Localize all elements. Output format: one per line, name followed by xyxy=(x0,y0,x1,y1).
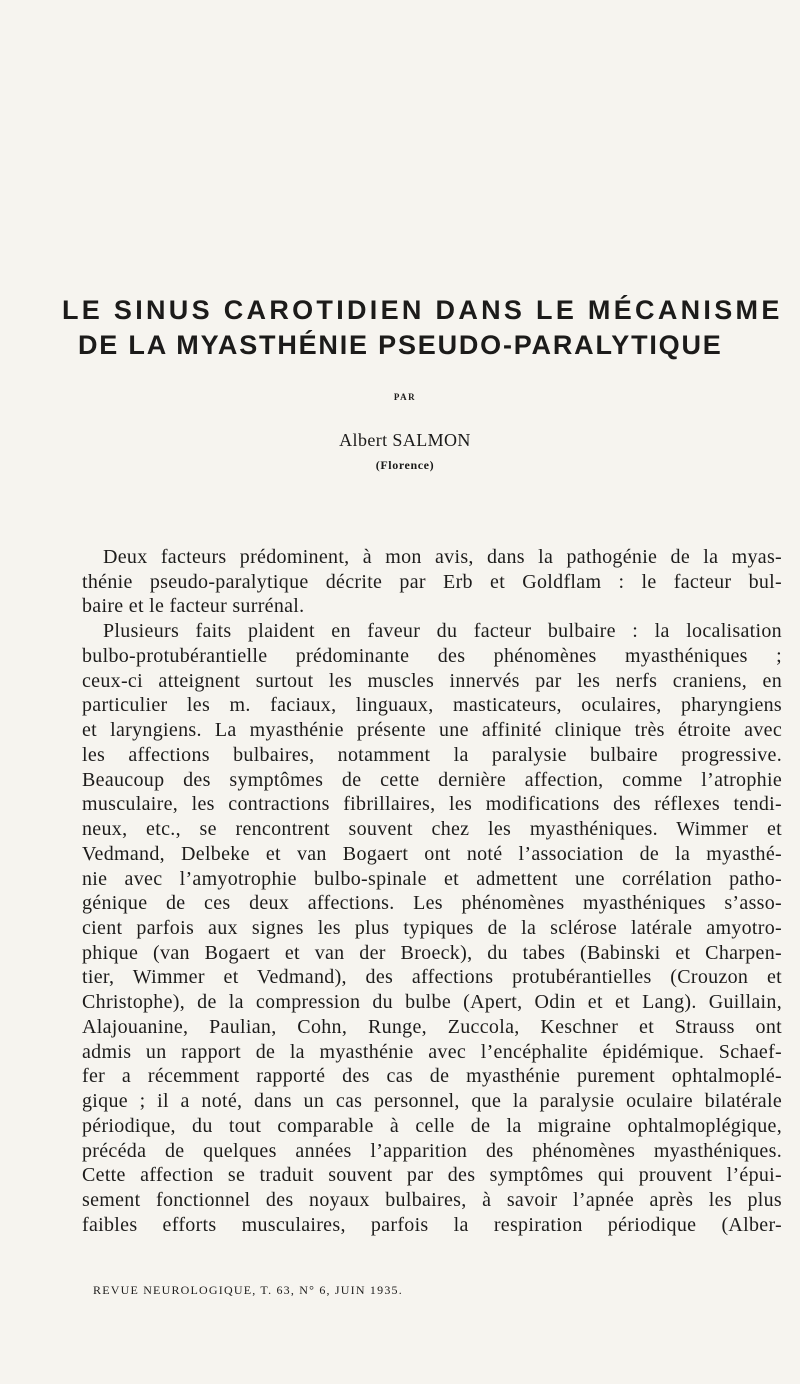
text-line: sement fonctionnel des noyaux bulbaires, à savoir l’apnée après les plus xyxy=(82,1189,782,1212)
text-line: précéda de quelques années l’apparition des phénomènes myasthéniques. xyxy=(82,1139,782,1162)
text-line: fer a récemment rapporté des cas de myasthénie purement ophtalmoplé- xyxy=(82,1065,782,1088)
text-line: neux, etc., se rencontrent souvent chez les myasthéniques. Wimmer et xyxy=(82,818,782,841)
text-line: particulier les m. faciaux, linguaux, masticateurs, oculaires, pharyngiens xyxy=(82,694,782,717)
text-line: bulbo-protubérantielle prédominante des phénomènes myasthéniques ; xyxy=(82,644,782,667)
text-line: Deux facteurs prédominent, à mon avis, dans la pathogénie de la myas- xyxy=(103,546,782,568)
text-line: phique (van Bogaert et van der Broeck), du tabes (Babinski et Charpen- xyxy=(82,941,782,964)
text-line: baire et le facteur surrénal. xyxy=(82,595,305,618)
text-line: admis un rapport de la myasthénie avec l’encéphalite épidémique. Schaef- xyxy=(82,1040,782,1063)
text-line: nie avec l’amyotrophie bulbo-spinale et admettent une corrélation patho- xyxy=(82,867,782,890)
journal-citation-footer: REVUE NEUROLOGIQUE, T. 63, N° 6, JUIN 1935. xyxy=(93,1283,403,1297)
author-affiliation: (Florence) xyxy=(375,458,435,472)
author-name: Albert SALMON xyxy=(339,430,471,450)
text-line: cient parfois aux signes les plus typiques de la sclérose latérale amyotro- xyxy=(82,917,782,940)
text-line: faibles efforts musculaires, parfois la respiration périodique (Alber- xyxy=(82,1213,782,1236)
text-line: ceux-ci atteignent surtout les muscles innervés par les nerfs craniens, en xyxy=(82,669,782,692)
text-line: Vedmand, Delbeke et van Bogaert ont noté l’association de la myasthé- xyxy=(82,842,782,865)
byline-prefix: PAR xyxy=(393,392,417,402)
text-line: les affections bulbaires, notamment la paralysie bulbaire progressive. xyxy=(82,743,782,766)
text-line: Cette affection se traduit souvent par des symptômes qui prouvent l’épui- xyxy=(82,1164,782,1187)
text-line: Plusieurs faits plaident en faveur du facteur bulbaire : la localisation xyxy=(103,620,782,643)
article-title-line-2: DE LA MYASTHÉNIE PSEUDO-PARALYTIQUE xyxy=(78,330,723,360)
text-line: tier, Wimmer et Vedmand), des affections protubérantielles (Crouzon et xyxy=(82,966,782,989)
text-line: musculaire, les contractions fibrillaires, les modifications des réflexes tendi- xyxy=(82,793,782,816)
text-line: périodique, du tout comparable à celle de la migraine ophtalmoplégique, xyxy=(82,1114,782,1137)
text-line: génique de ces deux affections. Les phénomènes myasthéniques s’asso- xyxy=(82,892,782,915)
text-line: et laryngiens. La myasthénie présente une affinité clinique très étroite avec xyxy=(82,719,782,742)
text-line: Alajouanine, Paulian, Cohn, Runge, Zuccola, Keschner et Strauss ont xyxy=(82,1015,782,1038)
article-title-line-1: LE SINUS CAROTIDIEN DANS LE MÉCANISME xyxy=(62,295,783,325)
text-line: thénie pseudo-paralytique décrite par Erb et Goldflam : le facteur bul- xyxy=(82,570,782,593)
text-line: Christophe), de la compression du bulbe (Apert, Odin et et Lang). Guillain, xyxy=(82,991,782,1014)
text-line: Beaucoup des symptômes de cette dernière affection, comme l’atrophie xyxy=(82,768,782,791)
article-body xyxy=(82,545,782,1238)
text-line: gique ; il a noté, dans un cas personnel, que la paralysie oculaire bilatérale xyxy=(82,1090,782,1113)
